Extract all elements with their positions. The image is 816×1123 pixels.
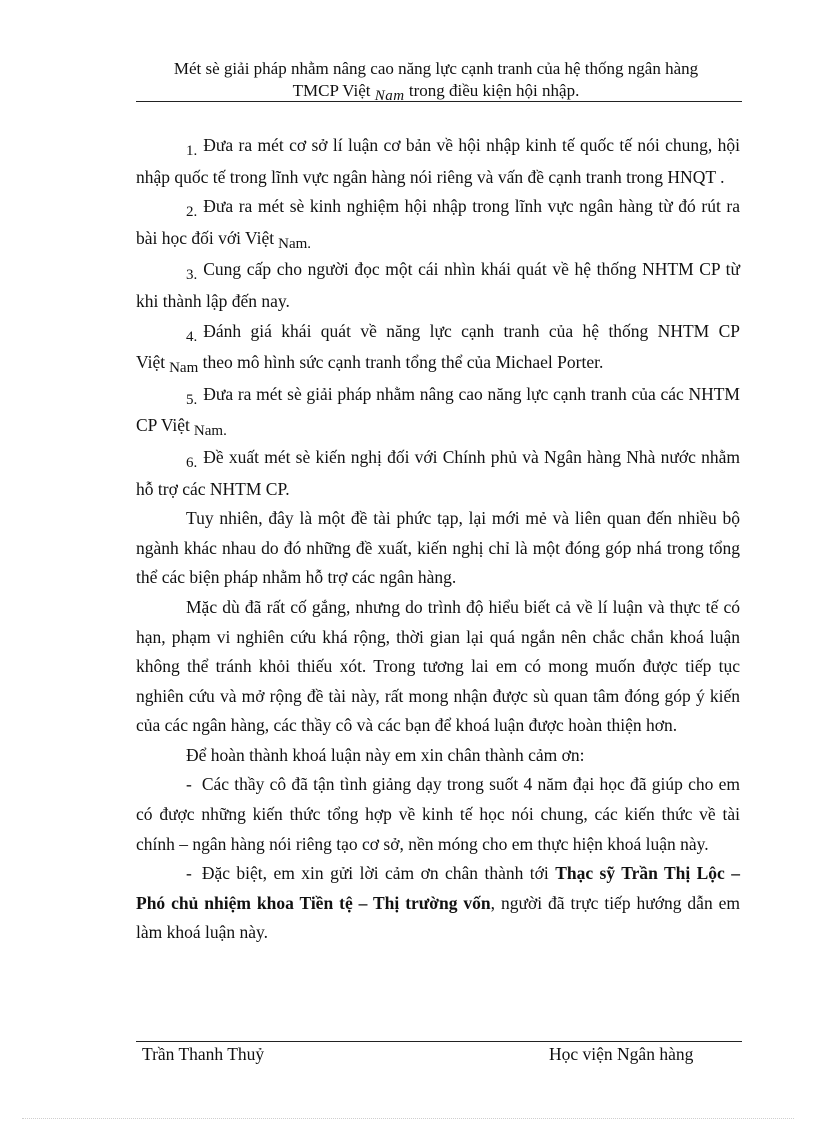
list-item bbox=[136, 443, 740, 504]
item-text: Đưa ra mét sè giải pháp nhằm nâng cao năng lực cạnh tranh của các NHTM CP Việt bbox=[136, 383, 740, 436]
list-item bbox=[136, 255, 740, 316]
bullet-dash: - bbox=[186, 863, 192, 884]
header-line-2-pre: TMCP Việt bbox=[292, 81, 371, 100]
item-number: 1. bbox=[186, 143, 198, 159]
item-text: Đề xuất mét sè kiến nghị đối với Chính phủ và Ngân hàng Nhà nước nhằm hỗ trợ các NHTM CP. bbox=[136, 446, 740, 499]
header-line-2-post: trong điều kiện hội nhập. bbox=[408, 81, 580, 100]
thanks-bullet-teachers bbox=[136, 770, 740, 859]
header-divider bbox=[136, 101, 742, 102]
footer-institution: Học viện Ngân hàng bbox=[549, 1044, 694, 1064]
list-item bbox=[136, 192, 740, 255]
paragraph-limitations: Tuy nhiên, đây là một đề tài phức tạp, lại mới mẻ và liên quan đến nhiều bộ ngành khác nhau do đó những đề xuất, kiến nghị chỉ là một đóng góp nhá trong tổng thể các biện pháp nhằm hỗ trợ các ngân hàng. bbox=[136, 508, 740, 588]
list-item bbox=[136, 317, 740, 380]
document-body bbox=[136, 131, 740, 948]
bullet-dash: - bbox=[186, 774, 192, 795]
item-number: 4. bbox=[186, 328, 198, 345]
header-line-2 bbox=[130, 80, 742, 103]
bullet-text: Các thầy cô đã tận tình giảng dạy trong suốt 4 năm đại học đã giúp cho em có được những kiến thức tổng hợp về kinh tế học nói chung, các kiến thức về tài chính – ngân hàng nói riêng tạo cơ sở, nền móng cho em thực hiện khoá luận này. bbox=[136, 774, 740, 854]
item-text: Đưa ra mét sè kinh nghiệm hội nhập trong lĩnh vực ngân hàng từ đó rút ra bài học đối với Việt bbox=[136, 196, 740, 248]
paragraph-apology: Mặc dù đã rất cố gắng, nhưng do trình độ hiểu biết cả về lí luận và thực tế có hạn, phạm vi nghiên cứu khá rộng, thời gian lại quá ngắn nên chắc chắn khoá luận không thể tránh khỏi thiếu xót. Trong tương lai em có mong muốn được tiếp tục nghiên cứu và mở rộng đề tài này, rất mong nhận được sù quan tâm đóng góp ý kiến của các ngân hàng, các thầy cô và các bạn để khoá luận được hoàn thiện hơn. bbox=[136, 596, 740, 736]
footer-divider bbox=[136, 1041, 742, 1042]
item-number: 3. bbox=[186, 267, 198, 284]
item-text: Cung cấp cho người đọc một cái nhìn khái quát về hệ thống NHTM CP từ khi thành lập đến nay. bbox=[136, 259, 740, 311]
paragraph-thanks-intro: Để hoàn thành khoá luận này em xin chân thành cảm ơn: bbox=[186, 744, 585, 765]
item-text-after: theo mô hình sức cạnh tranh tổng thể của Michael Porter. bbox=[202, 352, 604, 373]
item-number: 6. bbox=[186, 454, 198, 471]
bullet-text-pre: Đặc biệt, em xin gửi lời cảm ơn chân thành tới bbox=[201, 863, 549, 884]
item-number: 2. bbox=[186, 204, 198, 221]
thanks-bullet-advisor bbox=[136, 859, 740, 948]
item-text: Đánh giá khái quát về năng lực cạnh tranh của hệ thống NHTM CP Việt bbox=[136, 320, 740, 373]
item-number: 5. bbox=[186, 391, 198, 408]
footer-author: Trần Thanh Thuỷ bbox=[142, 1044, 265, 1064]
item-tail: Nam. bbox=[278, 235, 312, 252]
item-tail: Nam bbox=[169, 360, 199, 377]
header-line-1: Mét sè giải pháp nhằm nâng cao năng lực cạnh tranh của hệ thống ngân hàng bbox=[173, 59, 699, 78]
advisor-name: Thạc sỹ Trần Thị Lộc – Phó chủ nhiệm khoa Tiền tệ – Thị trường vốn bbox=[136, 863, 741, 913]
page-edge-dotted-line bbox=[22, 1118, 794, 1119]
header-nam: Nam bbox=[374, 88, 405, 104]
item-text: Đưa ra mét cơ sở lí luận cơ bản về hội nhập kinh tế quốc tế nói chung, hội nhập quốc tế trong lĩnh vực ngân hàng nói riêng và vấn đề cạnh tranh trong HNQT . bbox=[136, 135, 740, 187]
page-header bbox=[130, 58, 742, 103]
item-tail: Nam. bbox=[193, 423, 227, 440]
list-item bbox=[136, 131, 740, 192]
bullet-text-post: , người đã trực tiếp hướng dẫn em làm khoá luận này. bbox=[136, 892, 741, 943]
list-item bbox=[136, 380, 740, 443]
